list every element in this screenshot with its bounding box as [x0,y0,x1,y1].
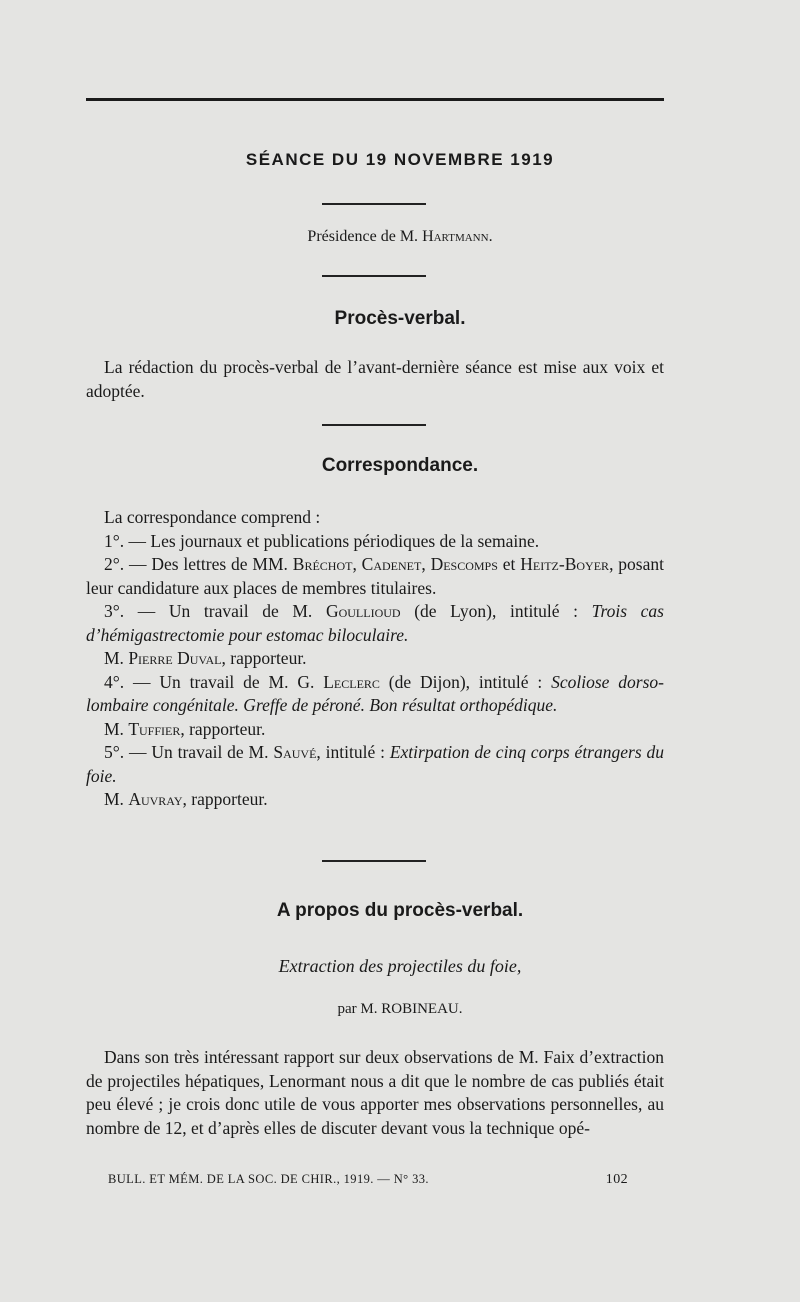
rapporteur-name: Pierre Duval [128,648,222,668]
item-text: M. [104,789,129,809]
work-title: Trois cas d’hémigastrectomie pour estomac biloculaire. [86,601,664,645]
author-name: Leclerc [323,671,380,692]
item-text: 2°. — Des lettres de MM. [104,554,293,574]
item-text: , rapporteur. [180,718,266,739]
rapporteur-line [86,647,664,671]
author-names: Heitz-Boyer [520,554,610,574]
author-names: Bréchot, Cadenet, Descomps [292,554,498,574]
correspondance-item-3 [86,600,664,647]
item-text: et [497,554,521,574]
divider-rule [322,424,426,426]
work-title: Scoliose dorso-lombaire congénitale. Greffe de péroné. Bon résultat orthopédique. [86,671,664,715]
divider-rule [322,203,426,205]
divider-rule [322,860,426,862]
item-text: , posant leur candidature aux places de membres titulaires. [86,554,664,598]
correspondance-list [86,506,664,812]
session-title: SÉANCE DU 19 NOVEMBRE 1919 [245,150,555,169]
president-name: Hartmann. [422,228,493,245]
proces-verbal-text [86,356,664,403]
item-text: M. [104,718,129,739]
article-title: Extraction des projectiles du foie, [278,956,522,976]
a-propos-heading: A propos du procès-verbal. [276,900,524,921]
page-number: 102 [605,1172,628,1187]
item-text: , rapporteur. [221,648,307,668]
item-text: 5°. — Un travail de M. [104,742,274,762]
item-text: 3°. — Un travail de M. [104,601,326,621]
correspondance-item-2 [86,553,664,600]
footer-citation: BULL. ET MÉM. DE LA SOC. DE CHIR., 1919. — N° 33. [108,1172,429,1186]
correspondance-item-1: 1°. — Les journaux et publications périodiques de la semaine. [104,530,540,551]
item-text: , rapporteur. [182,789,268,809]
rapporteur-line [86,718,664,742]
proces-verbal-heading: Procès-verbal. [334,308,466,329]
rapporteur-name: Tuffier [128,718,181,739]
author-name: Goullioud [325,601,401,621]
work-title: Extirpation de cinq corps étrangers du foie. [86,742,664,786]
divider-rule [322,275,426,277]
item-text: 4°. — Un travail de M. G. [104,671,324,692]
rapporteur-name: Auvray [128,789,183,809]
item-text: (de Dijon), intitulé : [379,671,552,692]
presidence-line [0,228,800,246]
correspondance-item-4 [86,671,664,718]
author-name: Sauvé [273,742,317,762]
page-footer [108,1172,628,1187]
correspondance-heading: Correspondance. [321,455,479,476]
item-text: M. [104,648,129,668]
correspondance-intro: La correspondance comprend : [104,507,321,527]
proces-verbal-paragraph: La rédaction du procès-verbal de l’avant-dernière séance est mise aux voix et adoptée. [86,357,664,401]
article-paragraph: Dans son très intéressant rapport sur deux observations de M. Faix d’extraction de projectiles hépatiques, Lenormant nous a dit que le nombre de cas publiés était peu élevé ; je crois donc utile de vous apporter mes observations personnelles, au nombre de 12, et d’après elles de discuter devant vous la technique opé- [86,1047,664,1138]
article-body [86,1046,664,1140]
correspondance-item-5 [86,741,664,788]
item-text: , intitulé : [316,742,390,762]
rapporteur-line [86,788,664,812]
item-text: (de Lyon), intitulé : [400,601,592,621]
top-rule [86,98,664,101]
presidence-prefix: Présidence de M. [307,228,423,245]
article-byline: par M. ROBINEAU. [337,1001,463,1017]
